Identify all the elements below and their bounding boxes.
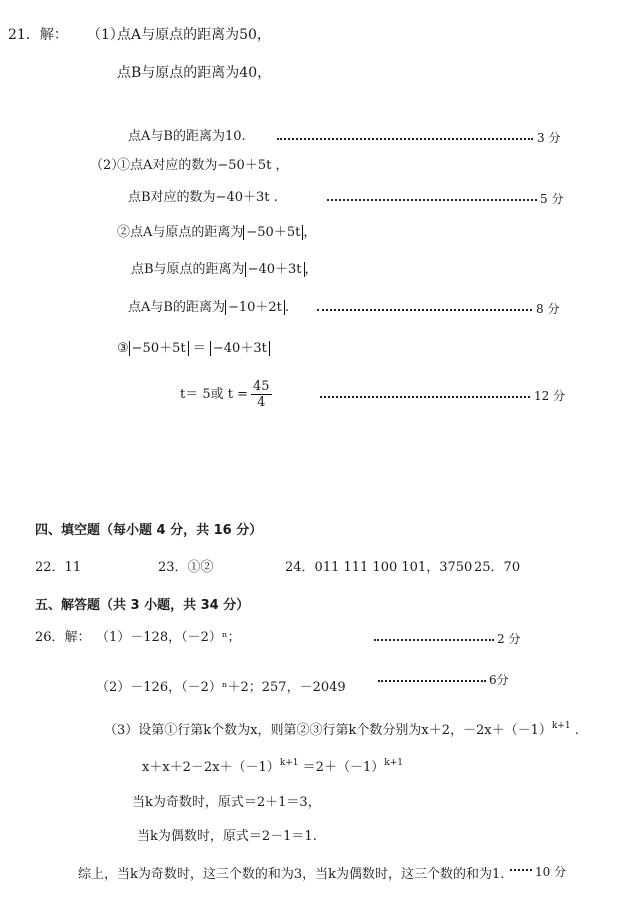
q26-part3-line-b	[142, 759, 403, 778]
q26-number: 26．解：	[35, 630, 91, 645]
q26-score-2: 2 分	[497, 632, 521, 646]
q26-part3-line-e: 综上，当k为奇数时，这三个数的和为3，当k为偶数时，这三个数的和为1.	[78, 867, 505, 882]
line-text: t＝ 5或 t =	[180, 387, 249, 402]
q21-part1-line-c: 点A与B的距离为10.	[128, 129, 246, 144]
q21-part2-label: （2）	[90, 158, 125, 173]
score-leader-dots	[317, 309, 532, 311]
line-text: ③	[117, 341, 129, 356]
q21-part2-line-c	[117, 224, 316, 242]
exponent: k+1	[384, 758, 403, 768]
fraction-numerator: 45	[253, 379, 270, 394]
line-text: ，	[303, 225, 317, 240]
q21-part2-line-f	[117, 340, 270, 358]
q21-score-8: 8 分	[536, 302, 560, 316]
q21-score-12: 12 分	[534, 389, 566, 403]
line-text: 点A与B的距离为	[128, 300, 225, 315]
q21-part2-line-e	[128, 299, 289, 317]
q21-part2-line-d	[131, 261, 318, 279]
q21-score-5: 5 分	[540, 192, 564, 206]
line-text: 点B与原点的距离为	[131, 262, 245, 277]
line-text: x＋x＋2－2x＋（－1）	[142, 760, 280, 775]
absolute-value-expr: −50＋5t	[243, 225, 303, 240]
answer-25: 25．70	[474, 560, 521, 575]
score-leader-dots	[510, 869, 532, 871]
score-leader-dots	[374, 639, 494, 641]
score-leader-dots	[320, 396, 530, 398]
q21-score-3: 3 分	[537, 131, 561, 145]
q26-score-6: 6分	[489, 673, 509, 687]
absolute-value-expr: −40＋3t	[245, 262, 305, 277]
score-leader-dots	[378, 680, 486, 682]
q21-part1-line-b: 点B与原点的距离为40，	[117, 65, 272, 81]
q26-part3-line-c: 当k为奇数时，原式＝2＋1＝3，	[132, 795, 321, 810]
absolute-value-expr: −40＋3t	[210, 341, 270, 356]
q21-part1-line-a: 点A与原点的距离为50，	[117, 27, 271, 43]
q21-part2-line-a: ①点A对应的数为−50＋5t ，	[117, 158, 289, 173]
answer-23: 23．①②	[158, 560, 214, 575]
answer-22: 22．11	[35, 560, 82, 575]
line-text: .	[570, 723, 579, 738]
q26-score-10: 10 分	[535, 865, 567, 879]
score-leader-dots	[277, 138, 533, 140]
q21-part2-line-g	[180, 379, 272, 411]
exponent: k+1	[279, 758, 299, 768]
exponent: k+1	[551, 721, 571, 731]
equals-sign: ＝	[192, 341, 206, 356]
fraction	[251, 379, 272, 410]
score-leader-dots	[327, 199, 537, 201]
q21-part2-line-b: 点B对应的数为−40＋3t .	[128, 190, 278, 205]
q26-part3-line-d: 当k为偶数时，原式＝2－1＝1.	[137, 829, 317, 844]
line-text: .	[284, 300, 290, 315]
answer-24: 24．011 111 100 101，3750	[285, 560, 473, 575]
absolute-value-expr: −50＋5t	[129, 341, 189, 356]
q26-part1: （1）－128，（－2）ⁿ；	[96, 630, 241, 645]
line-text: ，	[304, 262, 318, 277]
q26-part3-line-a	[104, 722, 579, 741]
section4-title: 四、填空题（每小题 4 分，共 16 分）	[35, 523, 263, 538]
fraction-denominator: 4	[257, 395, 266, 410]
section5-title: 五、解答题（共 3 小题，共 34 分）	[35, 598, 250, 613]
line-text: ＝2＋（－1）	[298, 760, 385, 775]
q26-part2: （2）－126，（－2）ⁿ＋2；257，－2049	[96, 680, 346, 695]
absolute-value-expr: −10＋2t	[225, 300, 285, 315]
q21-part1-label: （1）	[87, 27, 124, 43]
line-text: （3）设第①行第k个数为x，则第②③行第k个数分别为x＋2，－2x＋（－1）	[104, 723, 552, 738]
line-text: ②点A与原点的距离为	[117, 225, 244, 240]
q21-number: 21．解：	[8, 27, 68, 43]
